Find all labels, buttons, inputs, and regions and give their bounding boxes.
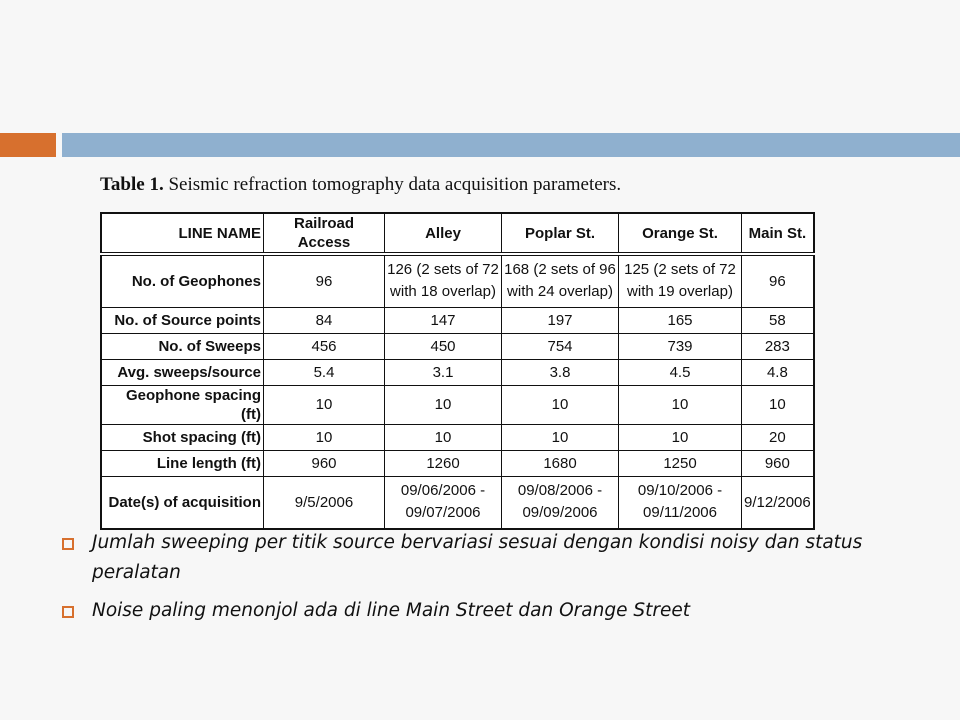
table-cell: 283 xyxy=(742,333,814,359)
bullet-item xyxy=(62,528,922,588)
table-cell: 20 xyxy=(742,424,814,450)
table-row xyxy=(101,333,814,359)
table-cell: 96 xyxy=(264,254,385,307)
table-row xyxy=(101,254,814,307)
table-cell: 960 xyxy=(742,450,814,476)
table-cell: 165 xyxy=(619,307,742,333)
header-alley: Alley xyxy=(385,213,502,254)
table-cell: 4.5 xyxy=(619,359,742,385)
row-label: Date(s) of acquisition xyxy=(101,476,264,529)
table-cell: 10 xyxy=(619,385,742,424)
table-cell: 168 (2 sets of 96 with 24 overlap) xyxy=(502,254,619,307)
bullet-text: Jumlah sweeping per titik source bervariasi sesuai dengan kondisi noisy dan status peralatan xyxy=(92,532,863,583)
table-cell: 960 xyxy=(264,450,385,476)
table-caption-text: Seismic refraction tomography data acquisition parameters. xyxy=(168,174,622,195)
bullet-item xyxy=(62,596,922,626)
table-row xyxy=(101,359,814,385)
table-caption xyxy=(100,174,621,196)
bullet-list xyxy=(62,528,922,634)
table-cell: 09/08/2006 - 09/09/2006 xyxy=(502,476,619,529)
table-cell: 126 (2 sets of 72 with 18 overlap) xyxy=(385,254,502,307)
row-label: Line length (ft) xyxy=(101,450,264,476)
table-row xyxy=(101,307,814,333)
table-cell: 147 xyxy=(385,307,502,333)
table-cell: 84 xyxy=(264,307,385,333)
square-bullet-icon xyxy=(62,538,74,550)
table-row xyxy=(101,424,814,450)
header-orange-st: Orange St. xyxy=(619,213,742,254)
row-label: No. of Source points xyxy=(101,307,264,333)
accent-bar-orange xyxy=(0,133,56,157)
row-label: Shot spacing (ft) xyxy=(101,424,264,450)
table-cell: 10 xyxy=(742,385,814,424)
table-cell: 10 xyxy=(385,385,502,424)
table-cell: 09/06/2006 - 09/07/2006 xyxy=(385,476,502,529)
table-cell: 10 xyxy=(264,385,385,424)
table-caption-label: Table 1. xyxy=(100,174,164,195)
row-label: Geophone spacing (ft) xyxy=(101,385,264,424)
acquisition-parameters-table xyxy=(100,212,815,530)
table-cell: 9/5/2006 xyxy=(264,476,385,529)
header-railroad-access: Railroad Access xyxy=(264,213,385,254)
table-row xyxy=(101,476,814,529)
table-cell: 5.4 xyxy=(264,359,385,385)
table-cell: 10 xyxy=(385,424,502,450)
table-cell: 739 xyxy=(619,333,742,359)
table-row xyxy=(101,450,814,476)
table-cell: 3.1 xyxy=(385,359,502,385)
square-bullet-icon xyxy=(62,606,74,618)
table-cell: 96 xyxy=(742,254,814,307)
table-cell: 09/10/2006 - 09/11/2006 xyxy=(619,476,742,529)
table-cell: 1260 xyxy=(385,450,502,476)
table-cell: 4.8 xyxy=(742,359,814,385)
table-cell: 10 xyxy=(502,385,619,424)
table-cell: 1250 xyxy=(619,450,742,476)
table-cell: 450 xyxy=(385,333,502,359)
table-cell: 197 xyxy=(502,307,619,333)
table-header-row xyxy=(101,213,814,254)
table-cell: 125 (2 sets of 72 with 19 overlap) xyxy=(619,254,742,307)
row-label: No. of Geophones xyxy=(101,254,264,307)
table-cell: 456 xyxy=(264,333,385,359)
table-cell: 58 xyxy=(742,307,814,333)
bullet-text: Noise paling menonjol ada di line Main Street dan Orange Street xyxy=(92,600,690,621)
table-row xyxy=(101,385,814,424)
table-cell: 754 xyxy=(502,333,619,359)
accent-bar-blue xyxy=(62,133,960,157)
table-cell: 3.8 xyxy=(502,359,619,385)
row-label: No. of Sweeps xyxy=(101,333,264,359)
table-cell: 10 xyxy=(502,424,619,450)
header-main-st: Main St. xyxy=(742,213,814,254)
header-line-name: LINE NAME xyxy=(101,213,264,254)
header-poplar-st: Poplar St. xyxy=(502,213,619,254)
table-cell: 10 xyxy=(264,424,385,450)
table-cell: 1680 xyxy=(502,450,619,476)
table-cell: 9/12/2006 xyxy=(742,476,814,529)
row-label: Avg. sweeps/source xyxy=(101,359,264,385)
table-cell: 10 xyxy=(619,424,742,450)
